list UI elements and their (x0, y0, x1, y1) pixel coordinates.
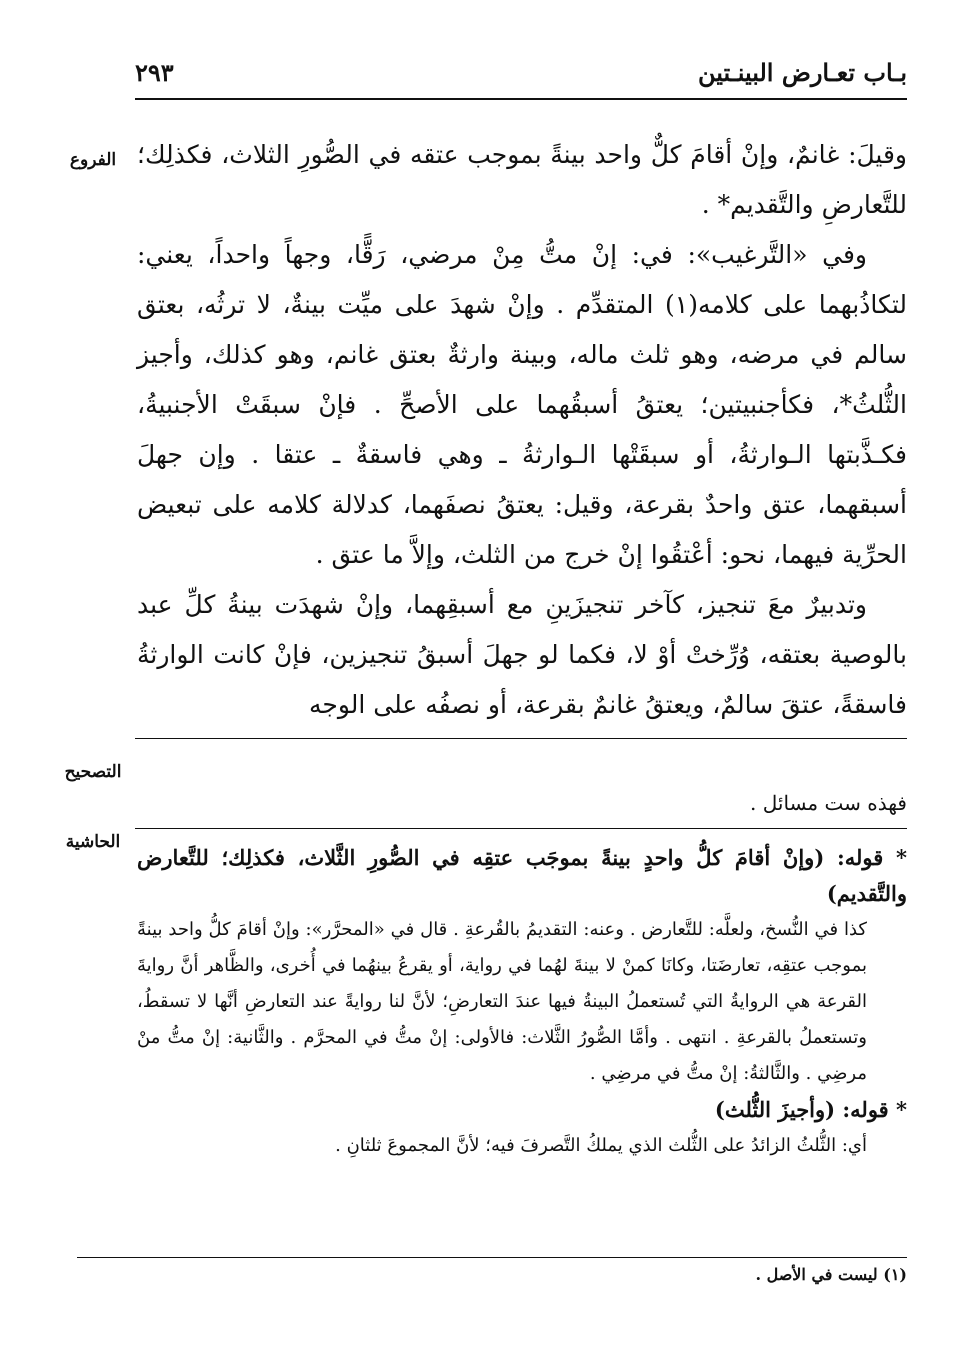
main-paragraph: وفي «التَّرغيب»: في: إنْ متُّ مِنْ مرضي، رَقًّا، وجهاً واحداً، يعني: لتكاذُبهما على كلامه(١) المتقدِّم . وإنْ شهدَ على ميِّت بينةٌ، لا ترثُه، بعتق سالم في مرضه، وهو ثلث ماله، وبينة وارثةٌ بعتق غانم، وهو كذلك، وأجيز الثُّلثُ*، فكأجنبيتين؛ يعتقُ أسبقُهما على الأصحِّ . فإنْ سبقَتْ الأجنبيةُ، فكـذَّبتها الـوارثةُ، أو سبقَتْها الـوارثةُ ـ وهي فاسقةٌ ـ عتقا . وإن جهلَ أسبقهما، عتق واحدٌ بقرعة، وقيل: يعتقُ نصفَهما، كدلالة كلامه على تبعيض الحرِّية فيهما، نحو: أعْتقُوا إنْ خرج من الثلث، وإلاَّ ما عتق . (137, 240, 907, 569)
tashih-text: فهذه ست مسائل . (750, 791, 907, 815)
hashiya-quote: * قوله: (وأجيزَ الثُّلث) (714, 1097, 907, 1122)
footnote-divider (77, 1257, 907, 1258)
header-divider (135, 98, 907, 100)
hashiya-section (137, 840, 907, 1164)
hashiya-quote: * قوله: (وإنْ أقامَ كلُّ واحدٍ بينةً بموجَب عتقِه في الصُّورِ الثَّلاث، فكذلِك؛ للتَّعارض والتَّقديم) (137, 845, 907, 906)
main-paragraph: وقيلَ: غانمٌ، وإنْ أقامَ كلٌّ واحد بينةً بموجب عتقه في الصُّورِ الثلاث، فكذلِك؛ للتَّعارضِ والتَّقديم* . (137, 140, 907, 219)
footnote: (١) ليست في الأصل . (755, 1265, 907, 1284)
running-title: بـاب تعـارض البينـتين (697, 58, 907, 87)
section-divider (135, 828, 907, 829)
side-label-furu: الفروع (69, 150, 117, 170)
hashiya-body: أي: الثُّلثُ الزائدُ على الثُّلث الذي يملكُ التَّصرفَ فيه؛ لأنَّ المجموعَ ثلثانِ . (335, 1135, 867, 1156)
side-label-hashiya: الحاشية (65, 832, 121, 852)
main-text (137, 130, 907, 730)
hashiya-body: كذا في النُّسخ، ولعلَّه: للتَّعارض . وعنه: التقديمُ بالقُرعةِ . قال في «المحرَّر»: وإنْ أقامَ كلُّ واحد بينةً بموجب عتقِه، تعارضَتا، وكانَا كمنْ لا بينةَ لهُما في رواية، أو يقرعُ بينهُما في أُخرى، والظَّاهر أنَّ روايةَ القرعة هي الروايةُ التي تُستعملُ البينةُ فيها عندَ التعارضِ؛ لأنَّ لنا روايةً عند التعارضِ أنَّها لا تسقطُ، وتستعملُ بالقرعةِ . انتهى . وأمَّا الصُّورُ الثَّلاث: فالأولى: إنْ متُّ في المحرَّم . والثَّانية: إنْ متُّ منْ مرضِي . والثَّالثةُ: إنْ متُّ في مرضِي . (137, 919, 867, 1084)
side-label-tashih: التصحيح (64, 762, 122, 782)
page-number: ٢٩٣ (135, 58, 174, 87)
section-divider (135, 738, 907, 739)
main-paragraph: وتدبيرٌ معَ تنجيز، كآخر تنجيزَينِ مع أسبقِهما، وإنْ شهدَت بينةُ كلِّ عبد بالوصية بعتقه، وُرِّختْ أوْ لا، فكما لو جهلَ أسبقُ تنجيزين، فإنْ كانت الوارثةُ فاسقةً، عتقَ سالمٌ، ويعتقُ غانمٌ بقرعة، أو نصفُه على الوجه (137, 590, 907, 719)
